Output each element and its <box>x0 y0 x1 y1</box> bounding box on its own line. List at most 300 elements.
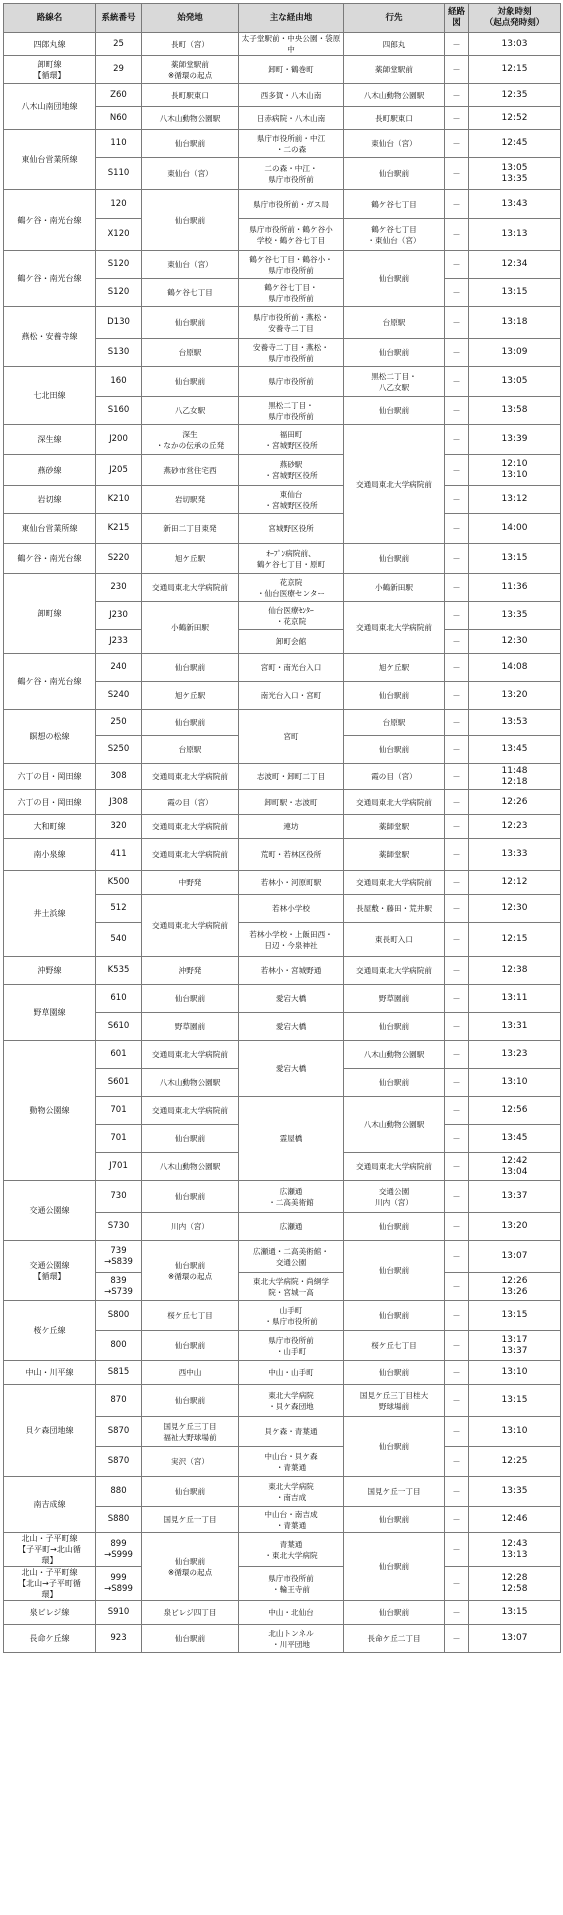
route-map-cell: － <box>445 1013 469 1041</box>
via-cell: 鶴ケ谷七丁目・ 県庁市役所前 <box>239 279 344 307</box>
system-number-cell: 25 <box>96 33 142 56</box>
system-number-cell: Z60 <box>96 84 142 107</box>
origin-cell: 交通局東北大学病院前 <box>142 895 239 957</box>
via-cell: 若林小・河原町駅 <box>239 871 344 895</box>
origin-cell: 薬師堂駅前 ※循環の起点 <box>142 56 239 84</box>
system-number-cell: S220 <box>96 544 142 574</box>
route-map-cell: － <box>445 339 469 367</box>
origin-cell: 鶴ケ谷七丁目 <box>142 279 239 307</box>
route-name-cell: 大和町線 <box>4 815 96 839</box>
via-cell: 北山トンネル ・川平団地 <box>239 1625 344 1653</box>
system-number-cell: S160 <box>96 397 142 425</box>
system-number-cell: 730 <box>96 1181 142 1213</box>
origin-cell: 深生 ・なかの伝承の丘発 <box>142 425 239 455</box>
table-row <box>4 710 561 736</box>
system-number-cell: 839 →S739 <box>96 1273 142 1301</box>
route-map-cell: － <box>445 871 469 895</box>
route-map-cell: － <box>445 985 469 1013</box>
table-row <box>4 1385 561 1417</box>
route-name-cell: 卸町線 <box>4 574 96 654</box>
destination-cell: 小鶴新田駅 <box>344 574 445 602</box>
destination-cell: 交通局東北大学病院前 <box>344 790 445 815</box>
system-number-cell: J308 <box>96 790 142 815</box>
via-cell: 燕砂駅 ・宮城野区役所 <box>239 455 344 486</box>
target-time-cell: 13:45 <box>469 1125 561 1153</box>
route-map-cell: － <box>445 397 469 425</box>
destination-cell: 鶴ケ谷七丁目 ・東仙台（宮） <box>344 219 445 251</box>
target-time-cell: 12:30 <box>469 895 561 923</box>
route-map-cell: － <box>445 1181 469 1213</box>
table-row <box>4 84 561 107</box>
origin-cell: 八木山動物公園駅 <box>142 1153 239 1181</box>
route-name-cell: 南吉成線 <box>4 1477 96 1533</box>
route-name-cell: 北山・子平町線 【子平町→北山循 環】 <box>4 1533 96 1567</box>
destination-cell: 交通公園 川内（宮） <box>344 1181 445 1213</box>
route-map-cell: － <box>445 1625 469 1653</box>
target-time-cell: 13:15 <box>469 544 561 574</box>
origin-cell: 沖野発 <box>142 957 239 985</box>
table-row <box>4 1477 561 1507</box>
destination-cell: 仙台駅前 <box>344 1013 445 1041</box>
destination-cell: 仙台駅前 <box>344 736 445 764</box>
route-map-cell: － <box>445 486 469 514</box>
route-map-cell: － <box>445 307 469 339</box>
table-row <box>4 367 561 397</box>
route-map-cell: － <box>445 33 469 56</box>
via-cell: 卸町駅・志波町 <box>239 790 344 815</box>
route-map-cell: － <box>445 839 469 871</box>
system-number-cell: 701 <box>96 1097 142 1125</box>
system-number-cell: 999 →S899 <box>96 1567 142 1601</box>
route-name-cell: 燕砂線 <box>4 455 96 486</box>
via-cell: 仙台医療ｾﾝﾀｰ ・花京院 <box>239 602 344 630</box>
target-time-cell: 12:15 <box>469 923 561 957</box>
target-time-cell: 12:23 <box>469 815 561 839</box>
via-cell: 中山台・南吉成 ・青葉通 <box>239 1507 344 1533</box>
table-row <box>4 455 561 486</box>
system-number-cell: 512 <box>96 895 142 923</box>
route-map-cell: － <box>445 790 469 815</box>
route-name-cell: 東仙台営業所線 <box>4 514 96 544</box>
route-map-cell: － <box>445 1477 469 1507</box>
origin-cell: 国見ケ丘一丁目 <box>142 1507 239 1533</box>
route-map-cell: － <box>445 1533 469 1567</box>
via-cell: 連坊 <box>239 815 344 839</box>
target-time-cell: 13:18 <box>469 307 561 339</box>
table-row <box>4 251 561 279</box>
target-time-cell: 13:09 <box>469 339 561 367</box>
table-row <box>4 985 561 1013</box>
system-number-cell: S870 <box>96 1447 142 1477</box>
route-name-cell: 東仙台営業所線 <box>4 130 96 190</box>
origin-cell: 国見ケ丘三丁目 福祉大野球場前 <box>142 1417 239 1447</box>
destination-cell: 仙台駅前 <box>344 1507 445 1533</box>
header-origin: 始発地 <box>142 4 239 33</box>
destination-cell: 東仙台（宮） <box>344 130 445 158</box>
route-map-cell: － <box>445 1241 469 1273</box>
target-time-cell: 13:58 <box>469 397 561 425</box>
route-map-cell: － <box>445 1507 469 1533</box>
origin-cell: 台原駅 <box>142 339 239 367</box>
header-system-number: 系統番号 <box>96 4 142 33</box>
via-cell: 県庁市役所前・ガス局 <box>239 190 344 219</box>
target-time-cell: 13:12 <box>469 486 561 514</box>
via-cell: 霊屋橋 <box>239 1097 344 1181</box>
route-map-cell: － <box>445 923 469 957</box>
via-cell: 東北大学病院 ・貝ケ森団地 <box>239 1385 344 1417</box>
origin-cell: 野草園前 <box>142 1013 239 1041</box>
via-cell: 東仙台 ・宮城野区役所 <box>239 486 344 514</box>
via-cell: 県庁市役所前・燕松・ 安養寺二丁目 <box>239 307 344 339</box>
origin-cell: 仙台駅前 <box>142 654 239 682</box>
route-name-cell: 鶴ケ谷・南光台線 <box>4 544 96 574</box>
destination-cell: 野草園前 <box>344 985 445 1013</box>
destination-cell: 薬師堂駅前 <box>344 56 445 84</box>
destination-cell: 仙台駅前 <box>344 1241 445 1301</box>
via-cell: ｵｰﾌﾟﾝ病院前、 鶴ケ谷七丁目・原町 <box>239 544 344 574</box>
route-map-cell: － <box>445 682 469 710</box>
route-map-cell: － <box>445 219 469 251</box>
via-cell: 東北大学病院・尚絅学 院・宮城一高 <box>239 1273 344 1301</box>
system-number-cell: S730 <box>96 1213 142 1241</box>
route-map-cell: － <box>445 107 469 130</box>
origin-cell: 交通局東北大学病院前 <box>142 574 239 602</box>
route-name-cell: 四郎丸線 <box>4 33 96 56</box>
destination-cell: 長町駅東口 <box>344 107 445 130</box>
via-cell: 広瀬通 ・二高美術館 <box>239 1181 344 1213</box>
target-time-cell: 12:56 <box>469 1097 561 1125</box>
via-cell: 広瀬通 <box>239 1213 344 1241</box>
destination-cell: 東長町入口 <box>344 923 445 957</box>
system-number-cell: J233 <box>96 630 142 654</box>
system-number-cell: N60 <box>96 107 142 130</box>
table-row <box>4 957 561 985</box>
table-row <box>4 56 561 84</box>
route-map-cell: － <box>445 630 469 654</box>
destination-cell: 仙台駅前 <box>344 544 445 574</box>
destination-cell: 交通局東北大学病院前 <box>344 871 445 895</box>
via-cell: 若林小・宮城野通 <box>239 957 344 985</box>
system-number-cell: 230 <box>96 574 142 602</box>
origin-cell: 岩切駅発 <box>142 486 239 514</box>
target-time-cell: 12:42 13:04 <box>469 1153 561 1181</box>
route-name-cell: 桜ケ丘線 <box>4 1301 96 1361</box>
route-map-cell: － <box>445 815 469 839</box>
route-map-cell: － <box>445 1213 469 1241</box>
destination-cell: 国見ケ丘一丁目 <box>344 1477 445 1507</box>
target-time-cell: 12:46 <box>469 1507 561 1533</box>
via-cell: 宮町 <box>239 710 344 764</box>
via-cell: 南光台入口・宮町 <box>239 682 344 710</box>
target-time-cell: 12:10 13:10 <box>469 455 561 486</box>
system-number-cell: 29 <box>96 56 142 84</box>
target-time-cell: 12:26 <box>469 790 561 815</box>
table-row <box>4 815 561 839</box>
target-time-cell: 13:03 <box>469 33 561 56</box>
target-time-cell: 13:07 <box>469 1625 561 1653</box>
destination-cell: 霞の目（宮） <box>344 764 445 790</box>
destination-cell: 仙台駅前 <box>344 1361 445 1385</box>
destination-cell: 八木山動物公園駅 <box>344 1097 445 1153</box>
route-name-cell: 六丁の目・岡田線 <box>4 790 96 815</box>
route-name-cell: 泉ビレジ線 <box>4 1601 96 1625</box>
system-number-cell: 120 <box>96 190 142 219</box>
system-number-cell: J701 <box>96 1153 142 1181</box>
route-map-cell: － <box>445 425 469 455</box>
route-map-cell: － <box>445 514 469 544</box>
system-number-cell: 250 <box>96 710 142 736</box>
target-time-cell: 13:10 <box>469 1361 561 1385</box>
destination-cell: 仙台駅前 <box>344 1533 445 1601</box>
origin-cell: 小鶴新田駅 <box>142 602 239 654</box>
via-cell: 山手町 ・県庁市役所前 <box>239 1301 344 1331</box>
system-number-cell: 800 <box>96 1331 142 1361</box>
target-time-cell: 13:43 <box>469 190 561 219</box>
bus-route-timetable <box>3 3 561 1653</box>
system-number-cell: 610 <box>96 985 142 1013</box>
origin-cell: 仙台駅前 <box>142 1181 239 1213</box>
system-number-cell: 739 →S839 <box>96 1241 142 1273</box>
route-map-cell: － <box>445 764 469 790</box>
destination-cell: 薬師堂駅 <box>344 815 445 839</box>
route-name-cell: 六丁の目・岡田線 <box>4 764 96 790</box>
via-cell: 西多賀・八木山南 <box>239 84 344 107</box>
route-name-cell: 鶴ケ谷・南光台線 <box>4 654 96 710</box>
origin-cell: 仙台駅前 <box>142 190 239 251</box>
route-name-cell: 交通公園線 【循環】 <box>4 1241 96 1301</box>
route-map-cell: － <box>445 1567 469 1601</box>
table-row <box>4 1361 561 1385</box>
origin-cell: 仙台駅前 <box>142 1125 239 1153</box>
destination-cell: 鶴ケ谷七丁目 <box>344 190 445 219</box>
destination-cell: 長屋敷・藤田・荒井駅 <box>344 895 445 923</box>
route-map-cell: － <box>445 710 469 736</box>
system-number-cell: 308 <box>96 764 142 790</box>
target-time-cell: 13:39 <box>469 425 561 455</box>
route-name-cell: 長命ケ丘線 <box>4 1625 96 1653</box>
via-cell: 日赤病院・八木山南 <box>239 107 344 130</box>
via-cell: 鶴ケ谷七丁目・鶴谷小・ 県庁市役所前 <box>239 251 344 279</box>
target-time-cell: 12:38 <box>469 957 561 985</box>
system-number-cell: J230 <box>96 602 142 630</box>
target-time-cell: 12:25 <box>469 1447 561 1477</box>
target-time-cell: 13:45 <box>469 736 561 764</box>
system-number-cell: 899 →S999 <box>96 1533 142 1567</box>
route-map-cell: － <box>445 736 469 764</box>
route-name-cell: 七北田線 <box>4 367 96 425</box>
route-map-cell: － <box>445 1417 469 1447</box>
system-number-cell: J200 <box>96 425 142 455</box>
via-cell: 中山台・貝ケ森 ・青葉通 <box>239 1447 344 1477</box>
system-number-cell: 110 <box>96 130 142 158</box>
system-number-cell: S240 <box>96 682 142 710</box>
system-number-cell: K535 <box>96 957 142 985</box>
origin-cell: 実沢（宮） <box>142 1447 239 1477</box>
table-row <box>4 130 561 158</box>
target-time-cell: 13:53 <box>469 710 561 736</box>
route-map-cell: － <box>445 1385 469 1417</box>
timetable-body <box>4 33 561 1653</box>
destination-cell: 長命ケ丘二丁目 <box>344 1625 445 1653</box>
origin-cell: 仙台駅前 <box>142 1331 239 1361</box>
target-time-cell: 13:23 <box>469 1041 561 1069</box>
table-row <box>4 1181 561 1213</box>
target-time-cell: 12:45 <box>469 130 561 158</box>
route-name-cell: 交通公園線 <box>4 1181 96 1241</box>
origin-cell: 交通局東北大学病院前 <box>142 815 239 839</box>
via-cell: 荒町・若林区役所 <box>239 839 344 871</box>
destination-cell: 仙台駅前 <box>344 1601 445 1625</box>
table-row <box>4 1567 561 1601</box>
system-number-cell: K215 <box>96 514 142 544</box>
route-name-cell: 八木山南団地線 <box>4 84 96 130</box>
origin-cell: 八木山動物公園駅 <box>142 1069 239 1097</box>
route-map-cell: － <box>445 1361 469 1385</box>
route-name-cell: 鶴ケ谷・南光台線 <box>4 190 96 251</box>
route-map-cell: － <box>445 279 469 307</box>
origin-cell: 泉ビレジ四丁目 <box>142 1601 239 1625</box>
route-map-cell: － <box>445 1041 469 1069</box>
via-cell: 太子堂駅前・中央公園・袋原中 <box>239 33 344 56</box>
route-name-cell: 井土浜線 <box>4 871 96 957</box>
table-row <box>4 307 561 339</box>
destination-cell: 仙台駅前 <box>344 682 445 710</box>
via-cell: 県庁市役所前・鶴ケ谷小 学校・鶴ケ谷七丁目 <box>239 219 344 251</box>
via-cell: 卸町会館 <box>239 630 344 654</box>
system-number-cell: 411 <box>96 839 142 871</box>
table-row <box>4 425 561 455</box>
via-cell: 宮町・南光台入口 <box>239 654 344 682</box>
system-number-cell: 240 <box>96 654 142 682</box>
target-time-cell: 12:12 <box>469 871 561 895</box>
origin-cell: 仙台駅前 <box>142 130 239 158</box>
origin-cell: 八木山動物公園駅 <box>142 107 239 130</box>
destination-cell: 仙台駅前 <box>344 1069 445 1097</box>
via-cell: 青葉通 ・東北大学病院 <box>239 1533 344 1567</box>
system-number-cell: X120 <box>96 219 142 251</box>
target-time-cell: 13:13 <box>469 219 561 251</box>
route-name-cell: 動物公園線 <box>4 1041 96 1181</box>
route-map-cell: － <box>445 1153 469 1181</box>
target-time-cell: 11:48 12:18 <box>469 764 561 790</box>
destination-cell: 四郎丸 <box>344 33 445 56</box>
table-row <box>4 764 561 790</box>
destination-cell: 旭ケ丘駅 <box>344 654 445 682</box>
via-cell: 黒松二丁目・ 県庁市役所前 <box>239 397 344 425</box>
via-cell: 福田町 ・宮城野区役所 <box>239 425 344 455</box>
target-time-cell: 12:35 <box>469 84 561 107</box>
destination-cell: 仙台駅前 <box>344 1213 445 1241</box>
origin-cell: 仙台駅前 <box>142 1625 239 1653</box>
origin-cell: 長町駅東口 <box>142 84 239 107</box>
via-cell: 花京院 ・仙台医療センター <box>239 574 344 602</box>
route-name-cell: 南小泉線 <box>4 839 96 871</box>
destination-cell: 仙台駅前 <box>344 251 445 307</box>
route-name-cell: 鶴ケ谷・南光台線 <box>4 251 96 307</box>
origin-cell: 西中山 <box>142 1361 239 1385</box>
target-time-cell: 12:34 <box>469 251 561 279</box>
route-name-cell: 燕松・安養寺線 <box>4 307 96 367</box>
destination-cell: 交通局東北大学病院前 <box>344 1153 445 1181</box>
origin-cell: 台原駅 <box>142 736 239 764</box>
origin-cell: 桜ケ丘七丁目 <box>142 1301 239 1331</box>
origin-cell: 東仙台（宮） <box>142 251 239 279</box>
destination-cell: 交通局東北大学病院前 <box>344 957 445 985</box>
table-row <box>4 574 561 602</box>
via-cell: 若林小学校・上飯田西・ 日辺・今泉神社 <box>239 923 344 957</box>
header-route-map: 経路図 <box>445 4 469 33</box>
origin-cell: 仙台駅前 <box>142 1385 239 1417</box>
table-row <box>4 871 561 895</box>
table-row <box>4 544 561 574</box>
via-cell: 広瀬通・二高美術館・ 交通公園 <box>239 1241 344 1273</box>
via-cell: 中山・山手町 <box>239 1361 344 1385</box>
target-time-cell: 14:08 <box>469 654 561 682</box>
table-row <box>4 1301 561 1331</box>
route-map-cell: － <box>445 190 469 219</box>
destination-cell: 仙台駅前 <box>344 1417 445 1477</box>
system-number-cell: S120 <box>96 279 142 307</box>
route-map-cell: － <box>445 895 469 923</box>
system-number-cell: 701 <box>96 1125 142 1153</box>
origin-cell: 東仙台（宮） <box>142 158 239 190</box>
origin-cell: 仙台駅前 ※循環の起点 <box>142 1241 239 1301</box>
target-time-cell: 13:10 <box>469 1069 561 1097</box>
route-name-cell: 中山・川平線 <box>4 1361 96 1385</box>
header-destination: 行先 <box>344 4 445 33</box>
route-map-cell: － <box>445 251 469 279</box>
route-map-cell: － <box>445 130 469 158</box>
target-time-cell: 13:05 13:35 <box>469 158 561 190</box>
destination-cell: 黒松二丁目・ 八乙女駅 <box>344 367 445 397</box>
table-row <box>4 839 561 871</box>
target-time-cell: 12:15 <box>469 56 561 84</box>
table-row <box>4 790 561 815</box>
route-name-cell: 野草園線 <box>4 985 96 1041</box>
destination-cell: 仙台駅前 <box>344 397 445 425</box>
table-row <box>4 654 561 682</box>
system-number-cell: S130 <box>96 339 142 367</box>
via-cell: 志波町・卸町二丁目 <box>239 764 344 790</box>
system-number-cell: 601 <box>96 1041 142 1069</box>
origin-cell: 仙台駅前 <box>142 367 239 397</box>
table-row <box>4 33 561 56</box>
origin-cell: 交通局東北大学病院前 <box>142 1097 239 1125</box>
via-cell: 二の森・中江・ 県庁市役所前 <box>239 158 344 190</box>
origin-cell: 交通局東北大学病院前 <box>142 839 239 871</box>
route-name-cell: 岩切線 <box>4 486 96 514</box>
via-cell: 県庁市役所前 ・輪王寺前 <box>239 1567 344 1601</box>
target-time-cell: 12:52 <box>469 107 561 130</box>
table-row <box>4 514 561 544</box>
via-cell: 東北大学病院 ・南吉成 <box>239 1477 344 1507</box>
header-target-time: 対象時刻 （起点発時刻） <box>469 4 561 33</box>
destination-cell: 八木山動物公園駅 <box>344 84 445 107</box>
header-route-name: 路線名 <box>4 4 96 33</box>
table-row <box>4 190 561 219</box>
target-time-cell: 14:00 <box>469 514 561 544</box>
origin-cell: 仙台駅前 <box>142 985 239 1013</box>
via-cell: 中山・北仙台 <box>239 1601 344 1625</box>
route-map-cell: － <box>445 367 469 397</box>
table-row <box>4 1601 561 1625</box>
route-map-cell: － <box>445 1125 469 1153</box>
destination-cell: 仙台駅前 <box>344 158 445 190</box>
origin-cell: 旭ケ丘駅 <box>142 544 239 574</box>
destination-cell: 八木山動物公園駅 <box>344 1041 445 1069</box>
target-time-cell: 13:37 <box>469 1181 561 1213</box>
destination-cell: 薬師堂駅 <box>344 839 445 871</box>
